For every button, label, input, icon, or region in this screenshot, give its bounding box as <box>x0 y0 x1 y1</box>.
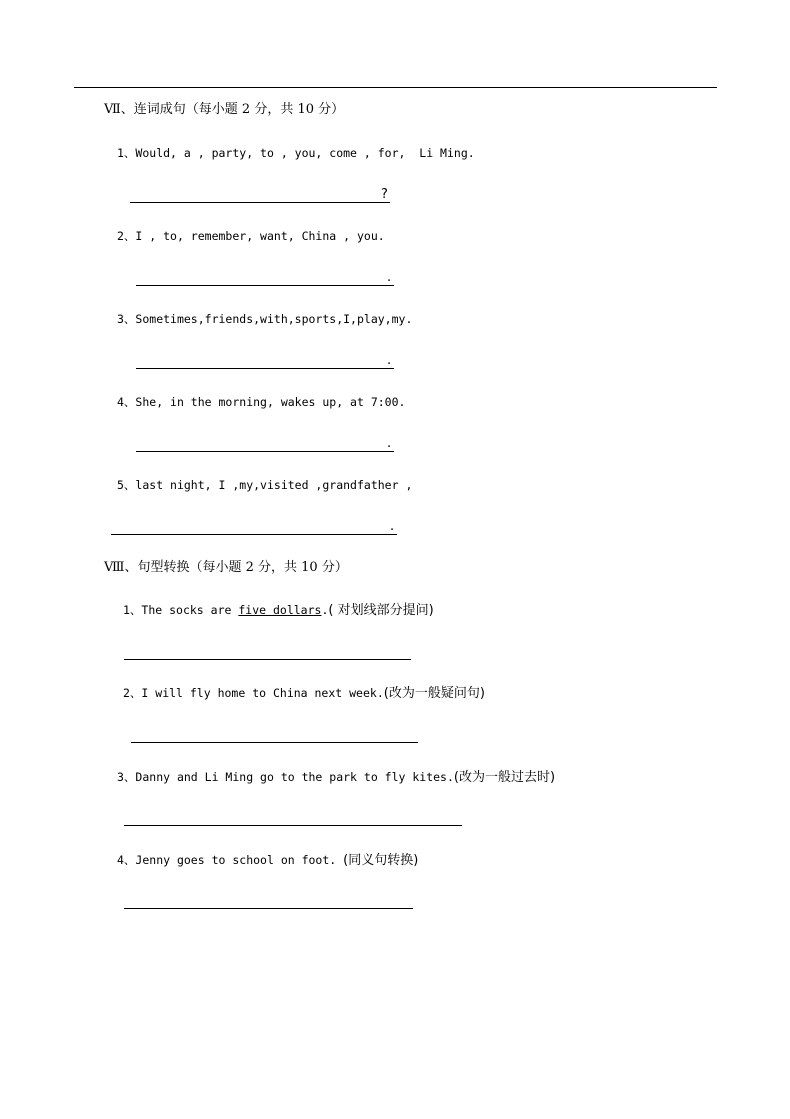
s8-answer-line-4[interactable] <box>124 908 413 909</box>
s8-question-4 <box>117 852 418 869</box>
s8-answer-line-1[interactable] <box>124 659 411 660</box>
s7-answer-line-5[interactable] <box>111 534 397 535</box>
s8-question-2 <box>123 685 485 702</box>
s8-answer-line-2[interactable] <box>131 742 418 743</box>
s8-q1-note: ( 对划线部分提问) <box>328 603 434 618</box>
s7-answer-line-1[interactable] <box>130 202 390 203</box>
s7-question-5: 5、last night, I ,my,visited ,grandfather , <box>117 478 413 492</box>
s8-q1-suffix: . <box>321 603 329 617</box>
s7-answer-end-3: . <box>387 353 392 368</box>
s7-question-4: 4、She, in the morning, wakes up, at 7:00. <box>117 395 406 409</box>
s7-answer-end-5: . <box>390 519 395 534</box>
s7-answer-line-3[interactable] <box>136 368 394 369</box>
s8-q4-text: 4、Jenny goes to school on foot. <box>117 853 344 867</box>
header-rule <box>74 87 717 88</box>
s7-answer-end-4: . <box>387 436 392 451</box>
s7-question-3: 3、Sometimes,friends,with,sports,I,play,my. <box>117 312 413 326</box>
s8-answer-line-3[interactable] <box>124 825 462 826</box>
s8-q1-prefix: 1、The socks are <box>123 603 239 617</box>
s8-q3-text: 3、Danny and Li Ming go to the park to fly kites. <box>117 770 454 784</box>
s8-q2-text: 2、I will fly home to China next week. <box>123 686 384 700</box>
section-8-heading: Ⅷ、句型转换（每小题 2 分，共 10 分） <box>104 560 348 575</box>
section-7-heading: Ⅶ、连词成句（每小题 2 分，共 10 分） <box>104 102 345 117</box>
s7-question-1: 1、Would, a , party, to , you, come , for, Li Ming. <box>117 146 475 160</box>
s7-answer-end-1: ? <box>381 187 388 202</box>
s7-answer-line-2[interactable] <box>136 285 394 286</box>
s7-question-2: 2、I , to, remember, want, China , you. <box>117 229 385 243</box>
s8-q3-note: (改为一般过去时) <box>453 770 556 785</box>
s8-q2-note: (改为一般疑问句) <box>383 686 485 701</box>
s8-question-3 <box>117 769 555 786</box>
s7-answer-line-4[interactable] <box>136 451 394 452</box>
s8-q4-note: (同义句转换) <box>343 853 419 868</box>
s8-question-1 <box>123 602 434 619</box>
s8-q1-underlined: five dollars <box>238 603 322 617</box>
s7-answer-end-2: . <box>387 270 392 285</box>
